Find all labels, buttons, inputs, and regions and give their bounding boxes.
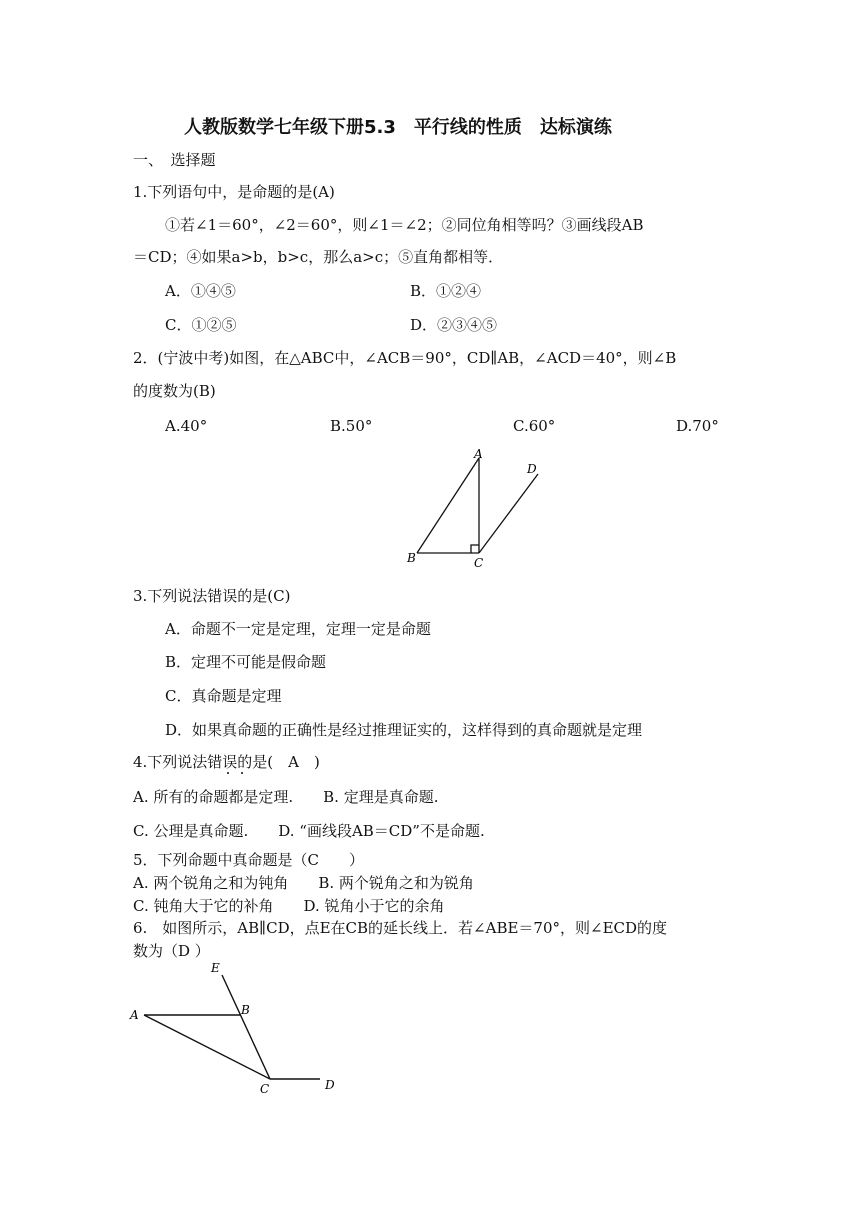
q6-label-c: C: [260, 1082, 270, 1096]
q2-label-c: C: [474, 556, 484, 570]
q2-option-a: A.40°: [165, 417, 208, 435]
q6-stem-line2: 数为（D ）: [133, 942, 210, 960]
section-heading: 一、 选择题: [133, 151, 216, 169]
q6-label-a: A: [130, 1008, 139, 1022]
q2-label-d: D: [527, 462, 537, 476]
q4-options-line2: C. 公理是真命题. D. “画线段AB＝CD”不是命题.: [133, 822, 485, 840]
q1-option-c: C．①②⑤: [165, 316, 237, 334]
q5-options-line1: A. 两个锐角之和为钝角 B. 两个锐角之和为锐角: [133, 874, 474, 892]
q2-stem-line2: 的度数为(B): [133, 382, 216, 400]
q3-option-d: D．如果真命题的正确性是经过推理证实的，这样得到的真命题就是定理: [165, 721, 643, 739]
q6-stem-line1: 6. 如图所示，AB∥CD，点E在CB的延长线上．若∠ABE＝70°，则∠ECD的度: [133, 919, 668, 937]
q2-option-b: B.50°: [330, 417, 373, 435]
q5-options-line2: C. 钝角大于它的补角 D. 锐角小于它的余角: [133, 897, 445, 915]
q5-stem: 5．下列命题中真命题是（C ）: [133, 851, 365, 869]
q2-stem-line1: 2．(宁波中考)如图，在△ABC中，∠ACB＝90°，CD∥AB，∠ACD＝40°，则∠B: [133, 349, 677, 367]
q6-label-e: E: [211, 961, 220, 975]
q1-option-d: D．②③④⑤: [410, 316, 498, 334]
segment-ec: [222, 975, 270, 1079]
q1-option-a: A．①④⑤: [165, 282, 236, 300]
q3-option-c: C．真命题是定理: [165, 687, 282, 705]
q4-options-line1: A. 所有的命题都是定理. B. 定理是真命题.: [133, 788, 439, 806]
page-title: 人教版数学七年级下册5.3 平行线的性质 达标演练: [184, 117, 612, 138]
q3-stem: 3.下列说法错误的是(C): [133, 587, 291, 605]
q1-stem: 1.下列语句中，是命题的是(A): [133, 183, 335, 201]
q6-label-d: D: [325, 1078, 335, 1092]
q2-label-a: A: [474, 447, 483, 461]
q2-label-b: B: [407, 551, 416, 565]
q3-option-a: A．命题不一定是定理，定理一定是命题: [165, 620, 431, 638]
q6-label-b: B: [241, 1003, 250, 1017]
q2-option-d: D.70°: [676, 417, 719, 435]
q4-stem: 4.下列说法错误的是( A ): [133, 753, 320, 771]
q1-option-b: B．①②④: [410, 282, 482, 300]
q2-option-c: C.60°: [513, 417, 556, 435]
q1-text-line2: ＝CD；④如果a>b，b>c，那么a>c；⑤直角都相等．: [133, 248, 504, 266]
q3-option-b: B．定理不可能是假命题: [165, 653, 327, 671]
q1-text-line1: ①若∠1＝60°，∠2＝60°，则∠1＝∠2；②同位角相等吗？③画线段AB: [165, 216, 644, 234]
segment-ac: [144, 1015, 270, 1079]
